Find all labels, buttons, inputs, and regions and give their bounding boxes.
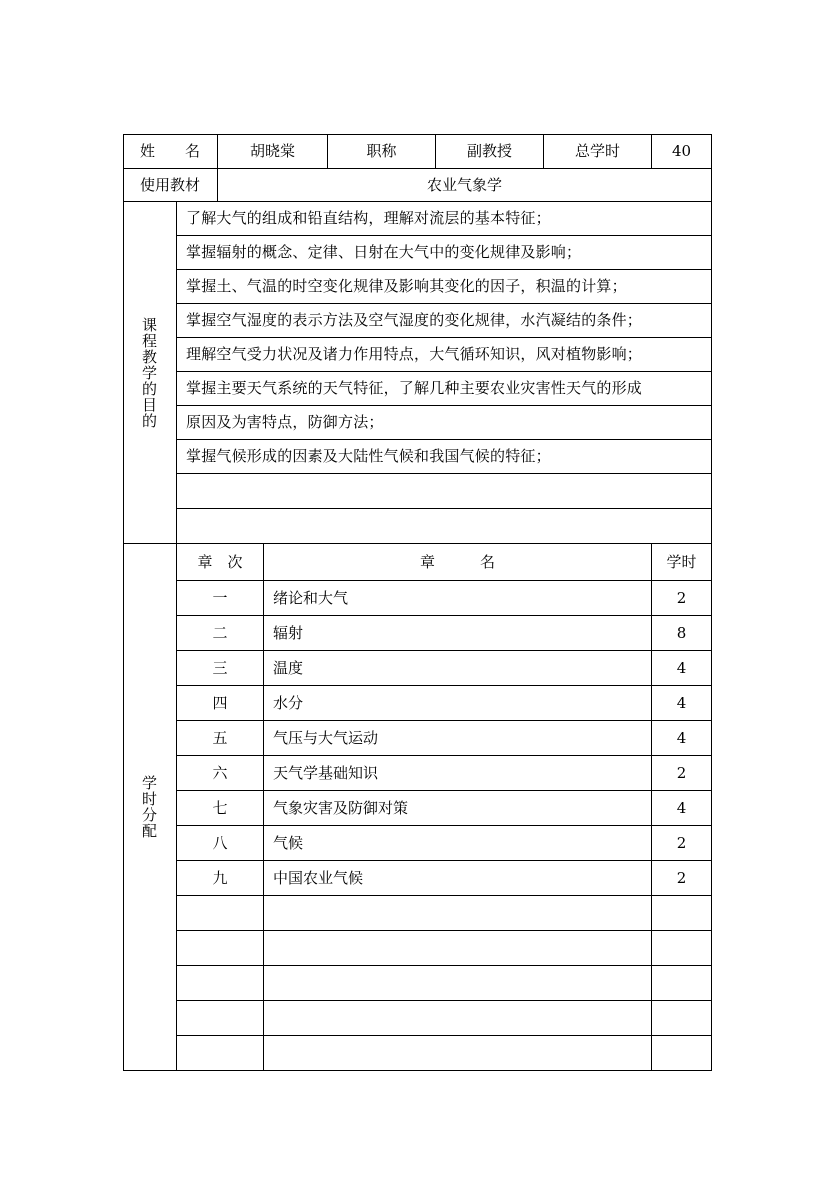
schedule-label-char: 学 — [141, 774, 157, 792]
schedule-label — [123, 544, 177, 1071]
chapter-name-cell: 气候 — [264, 826, 652, 861]
chapter-number-cell: 六 — [177, 756, 264, 791]
objectives-label — [123, 202, 177, 544]
objective-line — [177, 474, 712, 509]
chapter-hours-cell: 4 — [652, 651, 712, 686]
hours-column-header: 学时 — [652, 544, 712, 581]
chapter-name-cell: 温度 — [264, 651, 652, 686]
objectives-label-char: 教 — [141, 347, 157, 366]
chapter-number-cell: 四 — [177, 686, 264, 721]
objectives-label-char: 的 — [141, 379, 157, 398]
chapter-name-cell — [264, 966, 652, 1001]
chapter-name-cell: 辐射 — [264, 616, 652, 651]
title-value: 副教授 — [436, 134, 544, 169]
chapter-number-cell: 三 — [177, 651, 264, 686]
objective-line: 了解大气的组成和铅直结构，理解对流层的基本特征； — [177, 202, 712, 236]
objectives-label-char: 程 — [141, 331, 157, 350]
schedule-label-char: 时 — [141, 790, 157, 808]
chapter-name-column-header: 章 名 — [264, 544, 652, 581]
chapter-name-cell — [264, 1036, 652, 1071]
chapter-hours-cell: 4 — [652, 721, 712, 756]
chapter-hours-cell — [652, 966, 712, 1001]
schedule-label-char: 配 — [141, 822, 157, 840]
textbook-label: 使用教材 — [123, 169, 218, 202]
chapter-name-cell: 绪论和大气 — [264, 581, 652, 616]
chapter-hours-cell: 2 — [652, 861, 712, 896]
chapter-name-cell: 气压与大气运动 — [264, 721, 652, 756]
chapter-hours-cell — [652, 1001, 712, 1036]
chapter-name-cell: 水分 — [264, 686, 652, 721]
chapter-hours-cell — [652, 896, 712, 931]
objectives-label-char: 学 — [141, 363, 157, 382]
chapter-hours-cell: 2 — [652, 756, 712, 791]
chapter-hours-cell: 8 — [652, 616, 712, 651]
objective-line — [177, 509, 712, 544]
objectives-label-char: 的 — [141, 411, 157, 430]
chapter-name-cell: 天气学基础知识 — [264, 756, 652, 791]
objective-line: 理解空气受力状况及诸力作用特点，大气循环知识，风对植物影响； — [177, 338, 712, 372]
chapter-number-cell — [177, 1001, 264, 1036]
objective-line: 原因及为害特点，防御方法； — [177, 406, 712, 440]
name-label: 姓 名 — [123, 134, 218, 169]
chapter-name-cell — [264, 1001, 652, 1036]
title-label: 职称 — [328, 134, 436, 169]
chapter-name-cell — [264, 931, 652, 966]
objectives-label-char: 目 — [141, 395, 157, 414]
chapter-number-cell: 九 — [177, 861, 264, 896]
schedule-label-char: 分 — [141, 806, 157, 824]
chapter-number-cell — [177, 966, 264, 1001]
objective-line: 掌握土、气温的时空变化规律及影响其变化的因子，积温的计算； — [177, 270, 712, 304]
chapter-name-cell: 中国农业气候 — [264, 861, 652, 896]
textbook-value: 农业气象学 — [218, 169, 712, 202]
chapter-name-cell — [264, 896, 652, 931]
objective-line: 掌握气候形成的因素及大陆性气候和我国气候的特征； — [177, 440, 712, 474]
chapter-number-cell: 八 — [177, 826, 264, 861]
objectives-label-char: 课 — [141, 315, 157, 334]
objective-line: 掌握主要天气系统的天气特征，了解几种主要农业灾害性天气的形成 — [177, 372, 712, 406]
chapter-column-header: 章 次 — [177, 544, 264, 581]
total-hours-value: 40 — [652, 134, 712, 169]
chapter-number-cell: 一 — [177, 581, 264, 616]
chapter-hours-cell — [652, 1036, 712, 1071]
chapter-number-cell — [177, 1036, 264, 1071]
objective-line: 掌握空气湿度的表示方法及空气湿度的变化规律，水汽凝结的条件； — [177, 304, 712, 338]
chapter-name-cell: 气象灾害及防御对策 — [264, 791, 652, 826]
name-value: 胡晓棠 — [218, 134, 328, 169]
chapter-hours-cell — [652, 931, 712, 966]
chapter-hours-cell: 2 — [652, 826, 712, 861]
chapter-hours-cell: 4 — [652, 686, 712, 721]
chapter-number-cell: 五 — [177, 721, 264, 756]
chapter-number-cell: 二 — [177, 616, 264, 651]
chapter-number-cell — [177, 896, 264, 931]
chapter-number-cell — [177, 931, 264, 966]
chapter-hours-cell: 4 — [652, 791, 712, 826]
chapter-hours-cell: 2 — [652, 581, 712, 616]
objective-line: 掌握辐射的概念、定律、日射在大气中的变化规律及影响； — [177, 236, 712, 270]
chapter-number-cell: 七 — [177, 791, 264, 826]
total-hours-label: 总学时 — [544, 134, 652, 169]
